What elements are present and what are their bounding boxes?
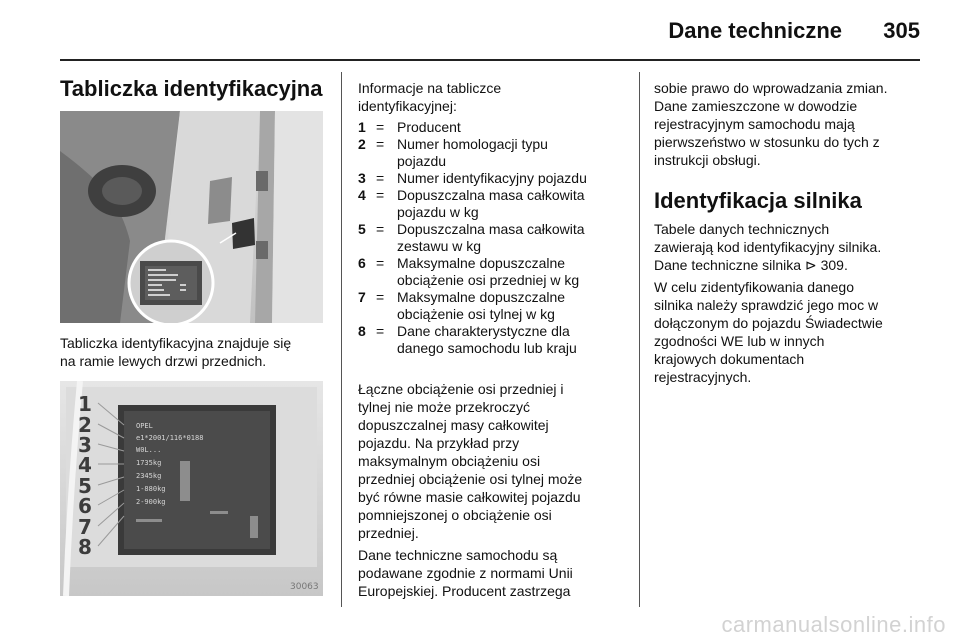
section-heading-engine-identification: Identyfikacja silnika xyxy=(654,188,862,213)
column-divider-right xyxy=(639,72,640,607)
plate-callout-8: 8 xyxy=(78,535,92,559)
axle-load-paragraph: Łączne obciążenie osi przedniej i tylnej nie może przekroczyć dopuszczalnej masy całkowitej pojazdu. Na przykład przy maksymalnym obciążeniu osi przedniej obciążenie osi tylnej może być równe masie całkowitej pojazdu pomniejszonej o obciążenie osi przedniej. xyxy=(358,381,583,541)
plate-text-line: 2345kg xyxy=(136,472,162,480)
list-item: 5 = Dopuszczalna masa całkowita zestawu w kg xyxy=(358,221,585,254)
plate-text-line: OPEL xyxy=(136,422,153,430)
identification-plate-photo xyxy=(60,381,323,596)
plate-text-line: e1*2001/116*0188 xyxy=(136,434,204,442)
watermark: carmanualsonline.info xyxy=(721,612,946,637)
header-rule xyxy=(60,59,920,61)
list-item: 7 = Maksymalne dopuszczalne obciążenie osi tylnej w kg xyxy=(358,289,566,322)
plate-callout-6: 6 xyxy=(78,494,92,518)
list-item: 1 = Producent xyxy=(358,119,461,135)
plate-text-line: 1735kg xyxy=(136,459,162,467)
plate-text-line: 1-880kg xyxy=(136,485,166,493)
plate-callout-1: 1 xyxy=(78,392,92,416)
plate-info-intro: Informacje na tabliczce identyfikacyjnej: xyxy=(358,80,502,114)
plate-text-line: 2-900kg xyxy=(136,498,166,506)
list-item: 4 = Dopuszczalna masa całkowita pojazdu w kg xyxy=(358,187,585,220)
engine-power-paragraph: W celu zidentyfikowania danego silnika należy sprawdzić jego moc w dołączonym do pojazdu Świadectwie zgodności WE lub w innych krajowych dokumentach rejestracyjnych. xyxy=(654,279,883,385)
column-divider-left xyxy=(341,72,342,607)
section-heading-identification-plate: Tabliczka identyfikacyjna xyxy=(60,76,323,101)
engine-tables-paragraph: Tabele danych technicznych zawierają kod identyfikacyjny silnika. Dane techniczne silnika ⊳ 309. xyxy=(654,221,882,273)
running-header-title: Dane techniczne xyxy=(668,18,842,43)
figure-id: 30063 xyxy=(290,582,319,592)
list-item: 8 = Dane charakterystyczne dla danego samochodu lub kraju xyxy=(358,323,577,356)
list-item: 2 = Numer homologacji typu pojazdu xyxy=(358,136,548,169)
plate-callout-4: 4 xyxy=(78,453,92,477)
plate-callout-7: 7 xyxy=(78,515,92,539)
plate-callout-2: 2 xyxy=(78,413,92,437)
page-number: 305 xyxy=(883,18,920,43)
door-frame-photo xyxy=(60,111,323,323)
list-item: 3 = Numer identyfikacyjny pojazdu xyxy=(358,170,587,186)
plate-info-list xyxy=(358,119,633,357)
plate-text-line: W0L... xyxy=(136,446,162,454)
plate-callout-3: 3 xyxy=(78,433,92,457)
eu-norms-paragraph: Dane techniczne samochodu są podawane zgodnie z normami Unii Europejskiej. Producent zastrzega xyxy=(358,547,573,599)
right-continued-paragraph: sobie prawo do wprowadzania zmian. Dane zamieszczone w dowodzie rejestracyjnym samochodu mają pierwszeństwo w stosunku do tych z instrukcji obsługi. xyxy=(654,80,888,168)
list-item: 6 = Maksymalne dopuszczalne obciążenie osi przedniej w kg xyxy=(358,255,580,288)
plate-location-caption: Tabliczka identyfikacyjna znajduje się na ramie lewych drzwi przednich. xyxy=(60,335,292,369)
plate-callout-5: 5 xyxy=(78,474,92,498)
